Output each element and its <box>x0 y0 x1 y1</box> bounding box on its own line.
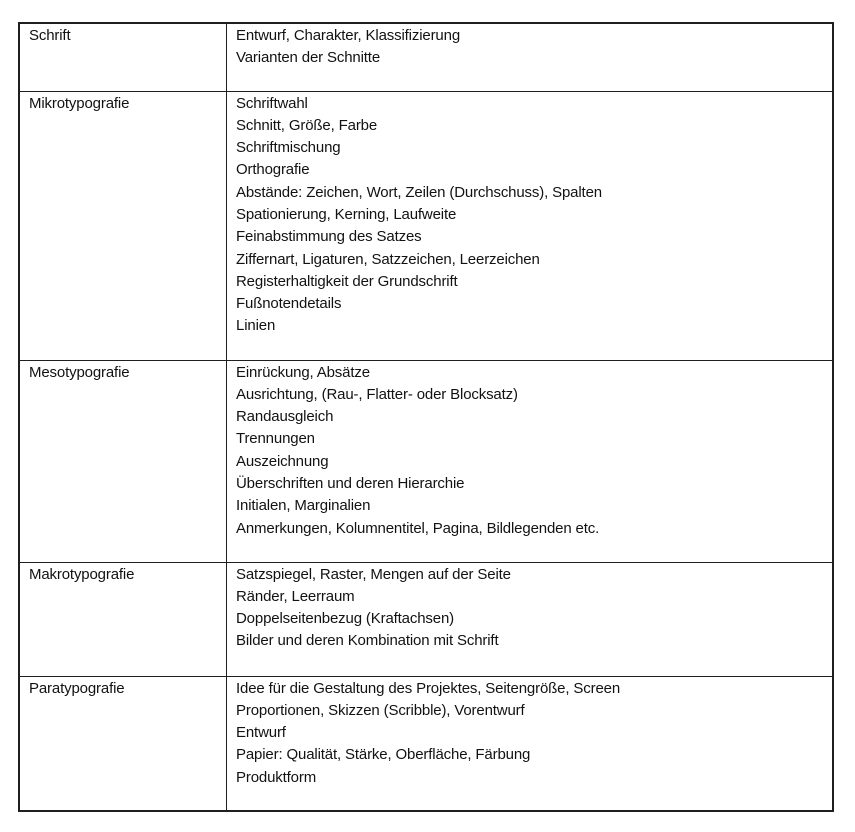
items-cell <box>227 676 834 811</box>
category-cell <box>19 91 227 360</box>
item-line: Produktform <box>236 768 317 786</box>
item-line: Einrückung, Absätze <box>236 363 370 381</box>
item-line: Linien <box>236 317 276 335</box>
items-cell <box>227 360 834 562</box>
items-cell <box>227 562 834 676</box>
table-row <box>19 23 833 91</box>
item-line: Abstände: Zeichen, Wort, Zeilen (Durchschuss), Spalten <box>236 183 602 201</box>
category-cell <box>19 676 227 811</box>
category-label: Paratypografie <box>29 679 125 697</box>
category-cell <box>19 562 227 676</box>
item-line: Registerhaltigkeit der Grundschrift <box>236 272 458 290</box>
item-line: Entwurf <box>236 724 286 742</box>
item-line: Varianten der Schnitte <box>236 49 381 67</box>
item-line: Schnitt, Größe, Farbe <box>236 116 378 134</box>
category-label: Mesotypografie <box>29 363 130 381</box>
items-cell <box>227 91 834 360</box>
item-line: Satzspiegel, Raster, Mengen auf der Seite <box>236 565 511 583</box>
item-line: Anmerkungen, Kolumnentitel, Pagina, Bildlegenden etc. <box>236 519 600 537</box>
item-line: Spationierung, Kerning, Laufweite <box>236 205 457 223</box>
category-label: Makrotypografie <box>29 565 135 583</box>
table-row <box>19 91 833 360</box>
item-line: Papier: Qualität, Stärke, Oberfläche, Färbung <box>236 746 531 764</box>
category-label: Mikrotypografie <box>29 94 130 112</box>
item-line: Ausrichtung, (Rau-, Flatter- oder Blocksatz) <box>236 385 518 403</box>
item-line: Schriftmischung <box>236 139 341 157</box>
category-cell <box>19 360 227 562</box>
item-line: Idee für die Gestaltung des Projektes, Seitengröße, Screen <box>236 679 621 697</box>
item-line: Proportionen, Skizzen (Scribble), Vorentwurf <box>236 701 525 719</box>
item-line: Ziffernart, Ligaturen, Satzzeichen, Leerzeichen <box>236 250 540 268</box>
table-row <box>19 360 833 562</box>
item-line: Fußnotendetails <box>236 295 342 313</box>
typography-levels-table <box>18 22 834 812</box>
item-line: Randausgleich <box>236 408 334 426</box>
item-line: Bilder und deren Kombination mit Schrift <box>236 632 499 650</box>
table-row <box>19 676 833 811</box>
table-row <box>19 562 833 676</box>
items-cell <box>227 23 834 91</box>
item-line: Überschriften und deren Hierarchie <box>236 474 465 492</box>
item-line: Schriftwahl <box>236 94 308 112</box>
item-line: Entwurf, Charakter, Klassifizierung <box>236 27 461 44</box>
item-line: Ränder, Leerraum <box>236 587 355 605</box>
category-cell <box>19 23 227 91</box>
item-line: Initialen, Marginalien <box>236 497 371 515</box>
item-line: Auszeichnung <box>236 452 329 470</box>
item-line: Orthografie <box>236 161 310 179</box>
category-label: Schrift <box>29 27 71 44</box>
item-line: Trennungen <box>236 430 315 448</box>
item-line: Doppelseitenbezug (Kraftachsen) <box>236 610 454 628</box>
item-line: Feinabstimmung des Satzes <box>236 228 422 246</box>
